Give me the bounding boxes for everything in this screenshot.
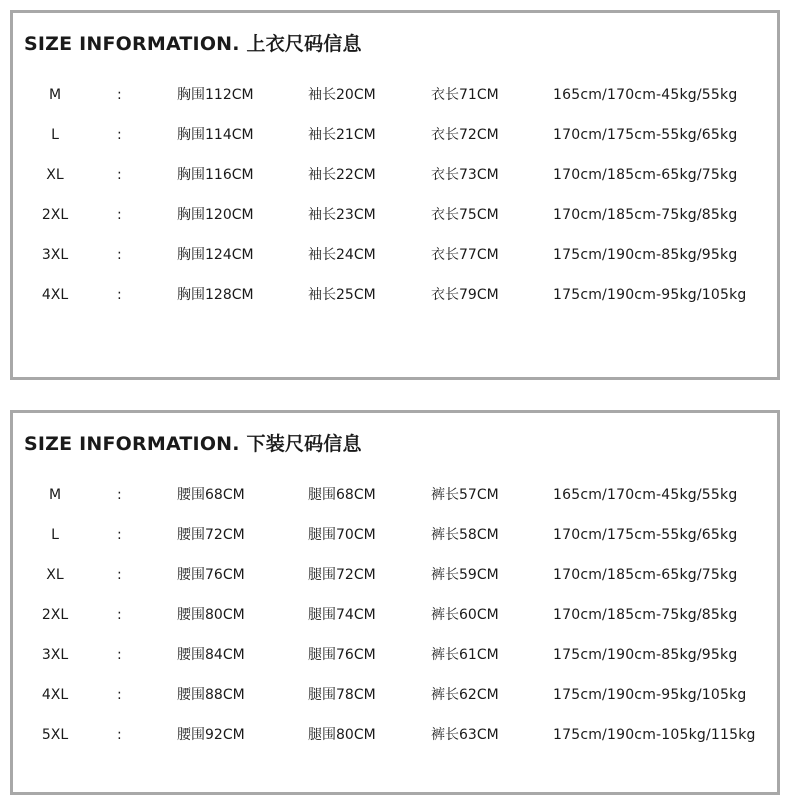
chest-measure: 胸围128CM: [177, 287, 254, 303]
separator: :: [117, 247, 122, 263]
pants-length-measure: 裤长63CM: [431, 727, 499, 743]
fit-range: 175cm/190cm-105kg/115kg: [553, 727, 756, 743]
table-row: [13, 475, 777, 515]
separator: :: [117, 567, 122, 583]
table-row: [13, 275, 777, 315]
sleeve-measure: 袖长20CM: [308, 87, 376, 103]
pants-length-measure: 裤长58CM: [431, 527, 499, 543]
table-row: [13, 635, 777, 675]
table-row: [13, 195, 777, 235]
thigh-measure: 腿围68CM: [308, 487, 376, 503]
table-row: [13, 555, 777, 595]
fit-range: 165cm/170cm-45kg/55kg: [553, 487, 738, 503]
chest-measure: 胸围124CM: [177, 247, 254, 263]
pants-length-measure: 裤长57CM: [431, 487, 499, 503]
separator: :: [117, 87, 122, 103]
size-label: L: [51, 127, 59, 143]
waist-measure: 腰围68CM: [177, 487, 245, 503]
thigh-measure: 腿围72CM: [308, 567, 376, 583]
pants-length-measure: 裤长60CM: [431, 607, 499, 623]
waist-measure: 腰围76CM: [177, 567, 245, 583]
separator: :: [117, 647, 122, 663]
waist-measure: 腰围72CM: [177, 527, 245, 543]
fit-range: 170cm/185cm-75kg/85kg: [553, 607, 738, 623]
size-label: 2XL: [41, 607, 69, 623]
table-row: [13, 515, 777, 555]
separator: :: [117, 607, 122, 623]
chest-measure: 胸围114CM: [177, 127, 254, 143]
length-measure: 衣长75CM: [431, 207, 499, 223]
length-measure: 衣长71CM: [431, 87, 499, 103]
size-label: XL: [46, 567, 64, 583]
thigh-measure: 腿围78CM: [308, 687, 376, 703]
separator: :: [117, 207, 122, 223]
chest-measure: 胸围112CM: [177, 87, 254, 103]
size-label: 4XL: [41, 687, 69, 703]
separator: :: [117, 727, 122, 743]
fit-range: 170cm/175cm-55kg/65kg: [553, 527, 738, 543]
size-label: M: [48, 487, 62, 503]
bottom-size-rows: [13, 475, 777, 755]
bottom-size-panel: [10, 410, 780, 795]
size-label: XL: [46, 167, 64, 183]
chest-measure: 胸围120CM: [177, 207, 254, 223]
sleeve-measure: 袖长21CM: [308, 127, 376, 143]
length-measure: 衣长72CM: [431, 127, 499, 143]
table-row: [13, 75, 777, 115]
fit-range: 170cm/185cm-65kg/75kg: [553, 167, 738, 183]
table-row: [13, 115, 777, 155]
fit-range: 170cm/185cm-75kg/85kg: [553, 207, 738, 223]
top-panel-title: SIZE INFORMATION. 上衣尺码信息: [24, 33, 362, 55]
size-label: 3XL: [41, 247, 69, 263]
table-row: [13, 675, 777, 715]
pants-length-measure: 裤长62CM: [431, 687, 499, 703]
thigh-measure: 腿围70CM: [308, 527, 376, 543]
fit-range: 170cm/175cm-55kg/65kg: [553, 127, 738, 143]
sleeve-measure: 袖长24CM: [308, 247, 376, 263]
waist-measure: 腰围80CM: [177, 607, 245, 623]
length-measure: 衣长79CM: [431, 287, 499, 303]
separator: :: [117, 487, 122, 503]
top-size-rows: [13, 75, 777, 315]
fit-range: 175cm/190cm-85kg/95kg: [553, 647, 738, 663]
pants-length-measure: 裤长59CM: [431, 567, 499, 583]
table-row: [13, 595, 777, 635]
size-label: 2XL: [41, 207, 69, 223]
sleeve-measure: 袖长22CM: [308, 167, 376, 183]
bottom-panel-title: SIZE INFORMATION. 下装尺码信息: [24, 433, 362, 455]
size-label: L: [51, 527, 59, 543]
size-label: 4XL: [41, 287, 69, 303]
fit-range: 175cm/190cm-95kg/105kg: [553, 687, 747, 703]
separator: :: [117, 167, 122, 183]
sleeve-measure: 袖长25CM: [308, 287, 376, 303]
thigh-measure: 腿围74CM: [308, 607, 376, 623]
table-row: [13, 715, 777, 755]
fit-range: 170cm/185cm-65kg/75kg: [553, 567, 738, 583]
waist-measure: 腰围84CM: [177, 647, 245, 663]
size-label: 3XL: [41, 647, 69, 663]
sleeve-measure: 袖长23CM: [308, 207, 376, 223]
waist-measure: 腰围88CM: [177, 687, 245, 703]
chest-measure: 胸围116CM: [177, 167, 254, 183]
size-label: M: [48, 87, 62, 103]
top-size-panel: [10, 10, 780, 380]
length-measure: 衣长73CM: [431, 167, 499, 183]
separator: :: [117, 127, 122, 143]
waist-measure: 腰围92CM: [177, 727, 245, 743]
thigh-measure: 腿围76CM: [308, 647, 376, 663]
separator: :: [117, 687, 122, 703]
length-measure: 衣长77CM: [431, 247, 499, 263]
fit-range: 165cm/170cm-45kg/55kg: [553, 87, 738, 103]
pants-length-measure: 裤长61CM: [431, 647, 499, 663]
thigh-measure: 腿围80CM: [308, 727, 376, 743]
table-row: [13, 235, 777, 275]
size-label: 5XL: [41, 727, 69, 743]
fit-range: 175cm/190cm-95kg/105kg: [553, 287, 747, 303]
separator: :: [117, 527, 122, 543]
separator: :: [117, 287, 122, 303]
fit-range: 175cm/190cm-85kg/95kg: [553, 247, 738, 263]
table-row: [13, 155, 777, 195]
